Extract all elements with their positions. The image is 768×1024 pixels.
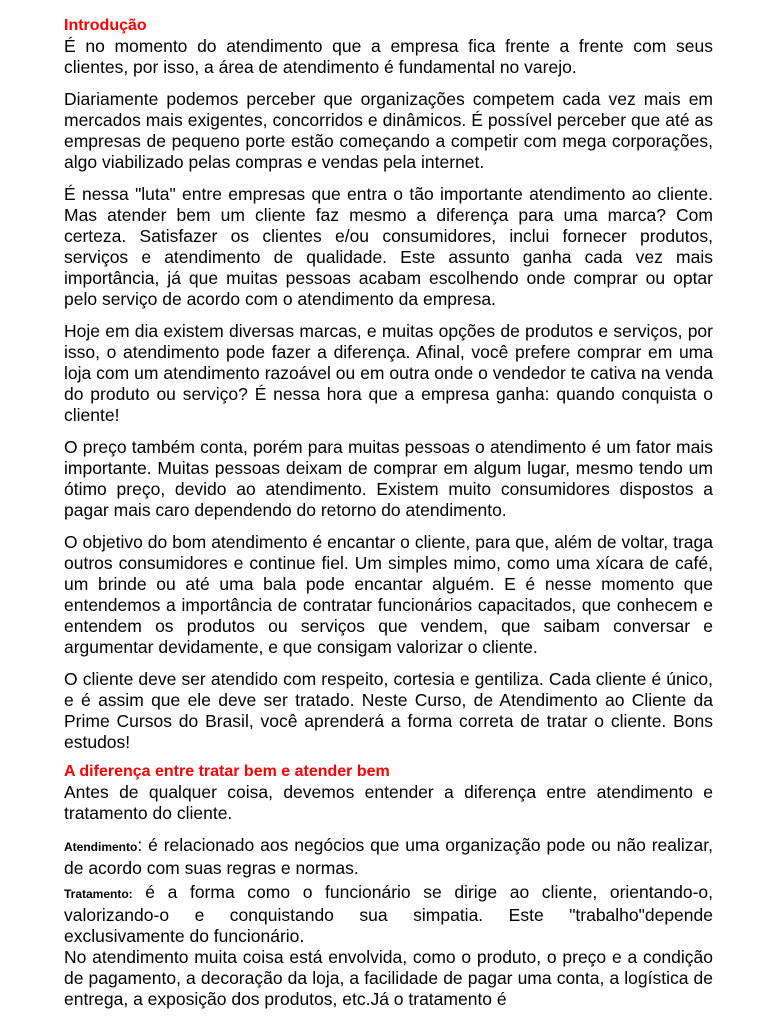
section-diferenca bbox=[64, 762, 713, 1010]
section-heading-introducao: Introdução bbox=[64, 17, 147, 34]
paragraph: É no momento do atendimento que a empresa fica frente a frente com seus clientes, por isso, a área de atendimento é fundamental no varejo. bbox=[64, 36, 713, 77]
document-page bbox=[64, 16, 713, 1010]
paragraph: Diariamente podemos perceber que organizações competem cada vez mais em mercados mais exigentes, concorridos e dinâmicos. É possível perceber que até as empresas de pequeno porte estão começando a competir com mega corporações, algo viabilizado pelas compras e vendas pela internet. bbox=[64, 89, 713, 172]
definition-term: Tratamento: bbox=[64, 887, 133, 901]
paragraph: O preço também conta, porém para muitas pessoas o atendimento é um fator mais importante. Muitas pessoas deixam de comprar em algum lugar, mesmo tendo um ótimo preço, devido ao atendimento. Existem muito consumidores dispostos a pagar mais caro dependendo do retorno do atendimento. bbox=[64, 437, 713, 520]
paragraph: Hoje em dia existem diversas marcas, e muitas opções de produtos e serviços, por isso, o atendimento pode fazer a diferença. Afinal, você prefere comprar em uma loja com um atendimento razoável ou em outra onde o vendedor te cativa na venda do produto ou serviço? É nessa hora que a empresa ganha: quando conquista o cliente! bbox=[64, 321, 713, 425]
paragraph-intro: Antes de qualquer coisa, devemos entender a diferença entre atendimento e tratamento do cliente. bbox=[64, 782, 713, 823]
paragraph-closing: No atendimento muita coisa está envolvida, como o produto, o preço e a condição de pagamento, a decoração da loja, a facilidade de pagar uma conta, a logística de entrega, a exposição dos produtos, etc.Já o tratamento é bbox=[64, 947, 713, 1009]
definition-atendimento bbox=[64, 835, 713, 879]
paragraph: O cliente deve ser atendido com respeito, cortesia e gentiliza. Cada cliente é único, e é assim que ele deve ser tratado. Neste Curso, de Atendimento ao Cliente da Prime Cursos do Brasil, você aprenderá a forma correta de tratar o cliente. Bons estudos! bbox=[64, 669, 713, 752]
definition-term: Atendimento bbox=[64, 840, 138, 854]
definition-text: é a forma como o funcionário se dirige ao cliente, orientando-o, valorizando-o e conquistando sua simpatia. Este "trabalho"depende exclusivamente do funcionário. bbox=[64, 882, 713, 946]
definition-tratamento bbox=[64, 882, 713, 947]
section-heading-diferenca: A diferença entre tratar bem e atender bem bbox=[64, 763, 390, 780]
definition-text: : é relacionado aos negócios que uma organização pode ou não realizar, de acordo com suas regras e normas. bbox=[64, 835, 713, 878]
paragraph: É nessa "luta" entre empresas que entra o tão importante atendimento ao cliente. Mas atender bem um cliente faz mesmo a diferença para uma marca? Com certeza. Satisfazer os clientes e/ou consumidores, inclui fornecer produtos, serviços e atendimento de qualidade. Este assunto ganha cada vez mais importância, já que muitas pessoas acabam escolhendo onde comprar ou optar pelo serviço de acordo com o atendimento da empresa. bbox=[64, 184, 713, 309]
paragraph: O objetivo do bom atendimento é encantar o cliente, para que, além de voltar, traga outros consumidores e continue fiel. Um simples mimo, como uma xícara de café, um brinde ou até uma bala pode encantar alguém. E é nesse momento que entendemos a importância de contratar funcionários capacitados, que conhecem e entendem os produtos ou serviços que vendem, que saibam conversar e argumentar devidamente, e que consigam valorizar o cliente. bbox=[64, 532, 713, 657]
